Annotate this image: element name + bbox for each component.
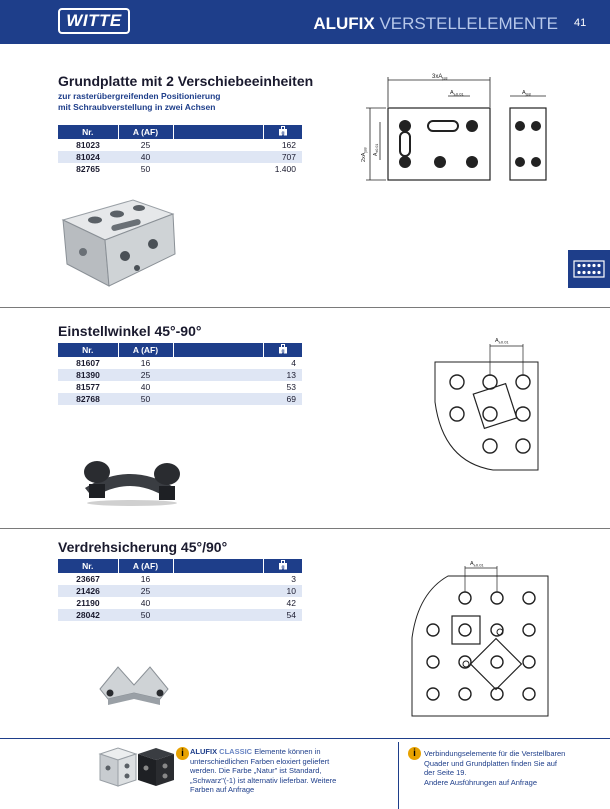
drawing2-label: $A_{\pm 0.01}$ <box>495 338 509 345</box>
table-row: 81577 40 53 <box>76 382 296 392</box>
col-empty <box>173 125 263 139</box>
drawing1-label-inner: $A_{\pm 0.01}$ <box>373 143 380 156</box>
info-icon: i <box>176 747 189 760</box>
col-nr: Nr. <box>58 125 118 139</box>
drawing1-label-left: $2xA_{js8}$ <box>361 147 368 162</box>
drawing1-label-mid: $A_{\pm 0.01}$ <box>450 90 464 97</box>
svg-text:g: g <box>281 130 285 136</box>
grid-plate-icon <box>568 250 610 288</box>
table-row: 82768 50 69 <box>58 393 302 405</box>
svg-text:g: g <box>281 564 285 570</box>
base-plate-drawing <box>340 72 555 192</box>
col-a: A (AF) <box>118 559 173 573</box>
color-blocks-photo <box>98 744 178 790</box>
footer-vertical-divider <box>398 742 399 809</box>
witte-logo: WITTE <box>58 8 130 34</box>
col-nr: Nr. <box>58 559 118 573</box>
col-a: A (AF) <box>118 343 173 357</box>
brand-light: VERSTELLELEMENTE <box>374 14 558 33</box>
table-row: 81607 16 4 <box>76 358 296 368</box>
section2-title: Einstellwinkel 45°-90° <box>58 323 202 339</box>
svg-text:g: g <box>281 348 285 354</box>
anti-rotation-photo <box>90 655 180 710</box>
section1-subtitle-2: mit Schraubverstellung in zwei Achsen <box>58 102 216 112</box>
section3-title: Verdrehsicherung 45°/90° <box>58 539 228 555</box>
table-row: 81023 25 162 <box>76 140 296 150</box>
brand-bold: ALUFIX <box>313 14 375 33</box>
table-row: 21190 40 42 <box>76 598 296 608</box>
table-row: 81390 25 13 <box>58 369 302 381</box>
table-row: 21426 25 10 <box>58 585 302 597</box>
col-nr: Nr. <box>58 343 118 357</box>
drawing1-label-top: $3xA_{js8}$ <box>432 74 448 81</box>
section1-title: Grundplatte mit 2 Verschiebeeinheiten <box>58 73 314 89</box>
base-plate-photo <box>55 192 185 292</box>
page-number: 41 <box>574 17 587 29</box>
section3-table <box>58 559 302 621</box>
weight-icon <box>278 560 288 570</box>
footer-left-text: ALUFIX CLASSIC Elemente können in unterschiedlichen Farben eloxiert geliefert werden. Die Farbe „Natur" ist Standard, „Schwarz"(-1) ist alternativ lieferbar. Weitere Farben auf Anfrage <box>190 747 337 794</box>
section-divider <box>0 528 610 529</box>
table-row: 23667 16 3 <box>76 574 296 584</box>
side-tab[interactable] <box>568 250 610 288</box>
col-a: A (AF) <box>118 125 173 139</box>
section1-table <box>58 125 302 175</box>
info-icon: i <box>408 747 421 760</box>
footer-divider <box>0 738 610 739</box>
drawing3-label: $A_{\pm 0.01}$ <box>470 561 484 568</box>
col-empty <box>173 559 263 573</box>
table-row: 81024 40 707 <box>58 151 302 163</box>
angle-drawing <box>433 332 551 472</box>
section-divider <box>0 307 610 308</box>
angle-photo <box>75 448 190 508</box>
table-row: 82765 50 1.400 <box>76 164 296 174</box>
col-weight <box>263 559 302 573</box>
section1-subtitle-1: zur rasterübergreifenden Positionierung <box>58 91 221 101</box>
col-weight <box>263 125 302 139</box>
table-row: 28042 50 54 <box>58 609 302 621</box>
brand-title <box>300 14 558 34</box>
col-empty <box>173 343 263 357</box>
drawing1-label-right: $A_{js8}$ <box>522 90 531 97</box>
weight-icon <box>278 126 288 136</box>
anti-rotation-drawing <box>410 558 550 718</box>
weight-icon <box>278 344 288 354</box>
section2-table <box>58 343 302 405</box>
col-weight <box>263 343 302 357</box>
footer-right-text: Verbindungselemente für die Verstellbaren Quader und Grundplatten finden Sie auf der Seite 19. Andere Ausführungen auf Anfrage <box>424 749 566 787</box>
